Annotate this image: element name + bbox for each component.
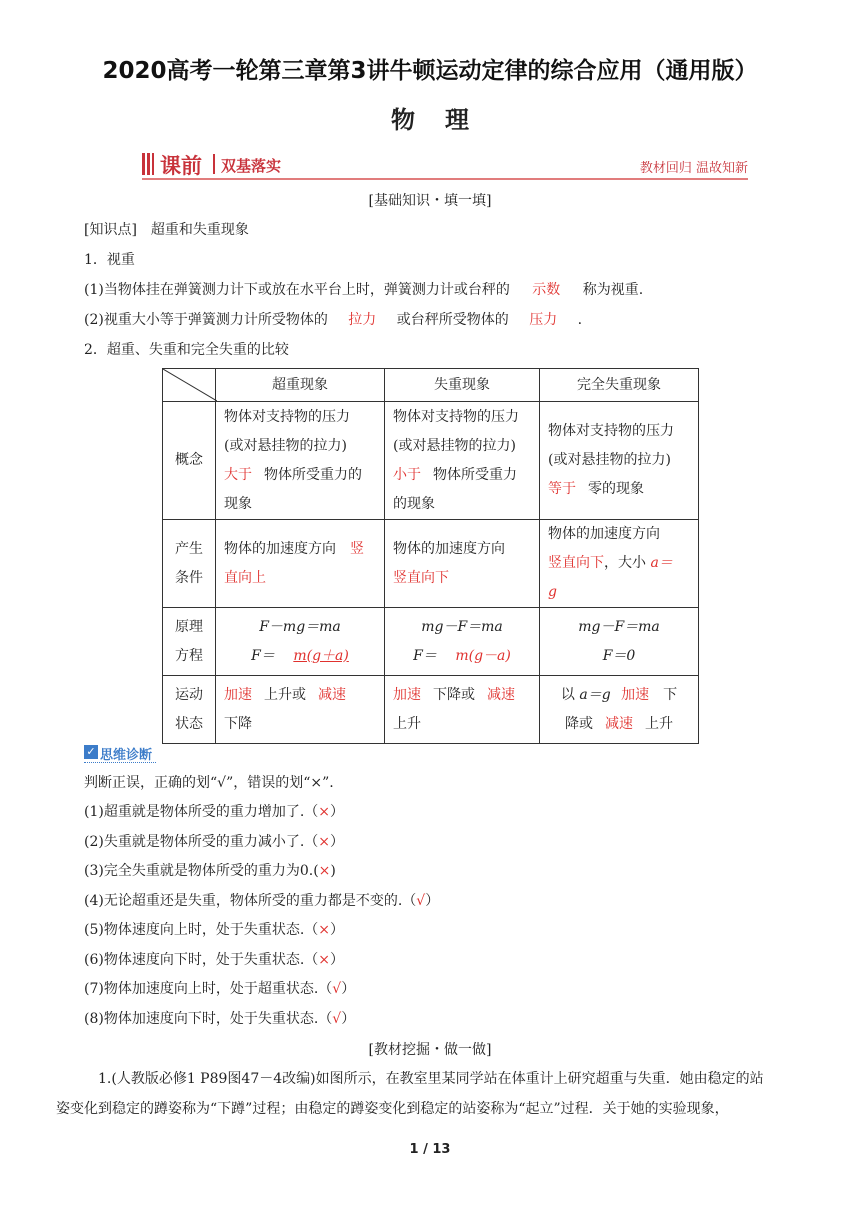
cell-condition-3 [540,520,699,608]
judgment-text: (4)无论超重还是失重，物体所受的重力都是不变的.（ [84,892,417,909]
judgment-item [84,802,344,822]
answer-blank: m(g＋a) [293,647,349,664]
judgment-end: ） [330,922,345,938]
banner-bars-icon [142,153,154,175]
section-heading-basic: [基础知识・填一填] [368,193,492,209]
text: (1)当物体挂在弹簧测力计下或放在水平台上时，弹簧测力计或台秤的 [84,282,510,298]
answer-blank: 加速 [224,686,252,703]
row-label-line: 运动 [175,686,203,703]
question-1-line-2: 姿变化到稳定的蹲姿称为“下蹲”过程；由稳定的蹲姿变化到稳定的站姿称为“起立”过程．关于她的实验现象， [56,1101,729,1117]
cell-concept-1 [216,402,385,520]
answer-blank: 压力 [529,312,558,328]
answer-blank: 加速 [393,686,421,703]
judgment-item [84,861,336,881]
cell-text: 物体的加速度方向 [224,540,336,557]
cell-concept-2 [385,402,540,520]
cell-text: 上升 [645,715,673,732]
answer-blank: 减速 [318,686,346,703]
judgment-end: ） [330,804,345,820]
judgment-end: ） [330,833,345,850]
answer-blank: 大于 [224,466,252,483]
equation: F＝0 [602,647,636,664]
cell-motion-1 [216,676,385,744]
cell-text: 物体的加速度方向 [548,526,660,542]
judgment-item [84,979,355,999]
judgment-end: ） [330,951,345,968]
cell-text: 下 [663,686,678,703]
row-label [163,608,216,676]
badge-label: 思维诊断 [100,748,153,763]
judgment-text: (5)物体速度向上时，处于失重状态.（ [84,922,319,938]
cell-text: 上升 [393,715,421,732]
page-number: 1 / 13 [409,1142,451,1157]
judgment-mark: √ [416,892,426,909]
header-overweight: 超重现象 [216,369,385,402]
answer-blank: m(g－a) [455,647,511,664]
header-weightless: 失重现象 [385,369,540,402]
cell-text: (或对悬挂物的拉力) [393,437,516,454]
cell-condition-1 [216,520,385,608]
answer-blank: 减速 [605,715,633,732]
comparison-table [162,368,699,744]
judgment-item [84,950,344,970]
cell-motion-2 [385,676,540,744]
answer-blank: a＝ [650,555,673,571]
judge-instructions: 判断正误，正确的划“√”，错误的划“×”. [84,775,334,791]
cell-text: 物体所受重力 [433,466,517,483]
judgment-mark: × [318,951,331,968]
judgment-mark: × [318,863,331,879]
answer-blank: 加速 [621,686,650,703]
judgment-item [84,1009,355,1029]
section-heading-textbook: [教材挖掘・做一做] [368,1042,492,1058]
equation: mg－F＝ma [578,618,660,635]
document-title: 2020高考一轮第三章第3讲牛顿运动定律的综合应用（通用版） [102,58,758,84]
equation: a＝g [579,686,611,703]
cell-concept-3 [540,402,699,520]
checkmark-icon: ✓ [84,745,98,759]
judgment-end: ） [425,892,440,909]
cell-text: 下降 [224,715,252,732]
row-label-line: 状态 [175,715,203,732]
banner-sub: 双基落实 [221,157,282,175]
judgment-text: (6)物体速度向下时，处于失重状态.（ [84,951,319,968]
answer-blank: 竖 [350,540,364,557]
row-label-line: 条件 [175,569,203,586]
cell-condition-2 [385,520,540,608]
cell-text: ，大小 [604,555,646,571]
knowledge-point: [知识点] 超重和失重现象 [84,222,249,238]
think-diagnosis-badge [84,744,156,762]
row-label: 概念 [163,402,216,520]
paragraph-1-2 [84,310,582,330]
cell-text: 零的现象 [588,481,644,497]
answer-blank: 竖直向下 [548,555,604,571]
cell-text: 物体对支持物的压力 [548,423,674,439]
judgment-end: ) [330,863,336,879]
equation: F＝ [251,647,275,664]
judgment-mark: × [318,833,331,850]
cell-equation-2 [385,608,540,676]
text: 称为视重. [582,282,644,298]
judgment-mark: × [318,922,331,938]
text: (2)视重大小等于弹簧测力计所受物体的 [84,312,328,328]
header-complete-weightless: 完全失重现象 [540,369,699,402]
table-row-concept [163,402,699,520]
cell-text: 的现象 [393,495,435,512]
subject-heading: 物理 [391,106,499,134]
cell-text: 降或 [565,715,593,732]
row-label-line: 方程 [175,647,203,664]
heading-comparison: 2．超重、失重和完全失重的比较 [84,342,289,358]
cell-text: (或对悬挂物的拉力) [548,452,671,468]
judgment-item [84,832,344,852]
equation: F－mg＝ma [259,618,341,635]
cell-text: 下降或 [433,686,475,703]
banner-main: 课前 [160,154,202,178]
banner-right: 教材回归 温故知新 [639,161,748,176]
cell-text: 物体对支持物的压力 [393,408,519,425]
section-banner [142,150,748,180]
judgment-item [84,891,439,911]
cell-equation-1 [216,608,385,676]
heading-apparent-weight: 1．视重 [84,252,135,268]
answer-blank: 示数 [532,282,561,298]
row-label-line: 原理 [175,618,203,635]
equation: mg－F＝ma [421,618,503,635]
answer-blank: 直向上 [224,569,266,586]
cell-equation-3 [540,608,699,676]
text: . [577,312,583,328]
answer-blank: 拉力 [348,312,377,328]
answer-blank: 等于 [548,481,576,497]
row-label-line: 产生 [175,540,203,557]
table-header-row [163,369,699,402]
judgment-end: ） [341,1010,356,1027]
judgment-end: ） [341,981,356,997]
answer-blank: 小于 [393,466,421,483]
banner-divider [213,154,215,174]
cell-text: 上升或 [264,686,306,703]
cell-text: 物体的加速度方向 [393,540,505,557]
judgment-mark: × [318,804,331,820]
question-1-line-1: 1.(人教版必修1 P89图47－4改编)如图所示，在教室里某同学站在体重计上研究超重与失重．她由稳定的站 [98,1071,764,1087]
corner-cell [163,369,216,402]
row-label [163,520,216,608]
judgment-text: (8)物体加速度向下时，处于失重状态.（ [84,1010,333,1027]
cell-text: 物体所受重力的 [264,466,362,483]
cell-text: 物体对支持物的压力 [224,408,350,425]
judgment-text: (2)失重就是物体所受的重力减小了.（ [84,833,319,850]
judgment-item [84,920,344,940]
answer-blank: 减速 [487,686,515,703]
table-row-condition [163,520,699,608]
judgment-text: (1)超重就是物体所受的重力增加了.（ [84,804,319,820]
table-row-motion [163,676,699,744]
judgment-text: (3)完全失重就是物体所受的重力为0.( [84,863,319,879]
row-label [163,676,216,744]
answer-blank: 竖直向下 [393,569,449,586]
cell-text: (或对悬挂物的拉力) [224,437,347,454]
text: 或台秤所受物体的 [396,312,509,328]
cell-text: 以 [560,686,575,703]
judgment-mark: √ [332,1010,342,1027]
judgment-text: (7)物体加速度向上时，处于超重状态.（ [84,981,333,997]
answer-blank: g [548,584,557,600]
cell-motion-3 [540,676,699,744]
equation: F＝ [413,647,437,664]
cell-text: 现象 [224,495,252,512]
table-row-equation [163,608,699,676]
paragraph-1-1 [84,280,643,300]
judgment-mark: √ [332,981,342,997]
